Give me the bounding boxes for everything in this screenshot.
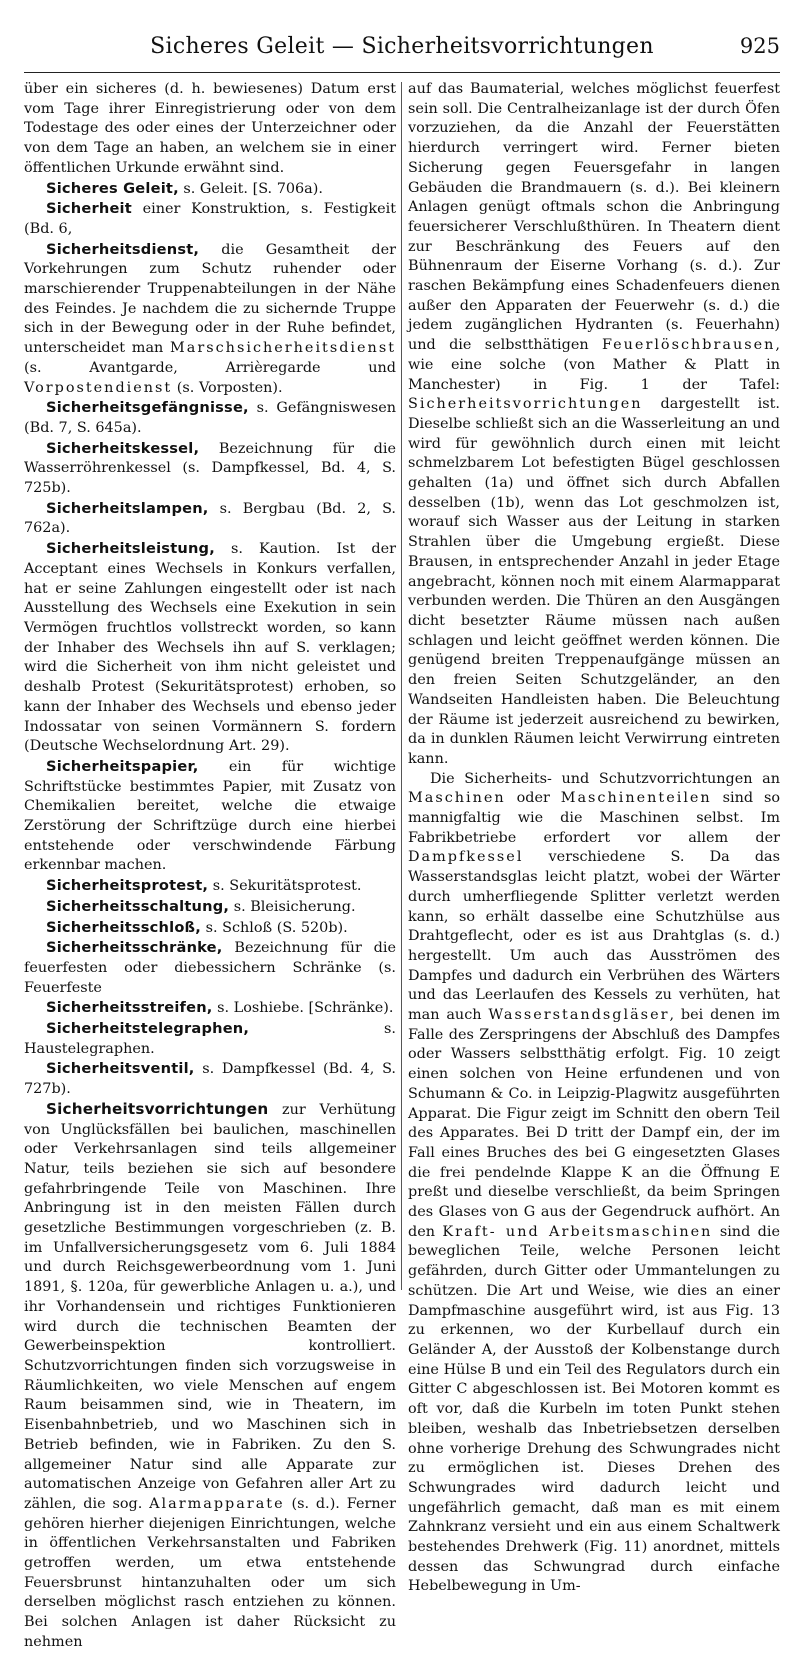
body-text: dargestellt ist. Dieselbe schließt sich an die Wasserleitung an und wird für gewöhnlich durch einen mit leicht schmelzbarem Lot befestigten Bügel geschlossen gehalten (1a) und öffnet sich durch Abfallen desselben (1b), wenn das Lot geschmolzen ist, worauf sich Wasser aus der Leitung in starken Strahlen über die Umgebung ergießt. Diese Brausen, in entsprechender Anzahl in jeder Etage angebracht, können noch mit einem Alarmapparat verbunden werden. Die Thüren an den Ausgängen dicht besetzter Räume müssen nach außen schlagen und leicht geöffnet werden können. Die genügend breiten Treppenaufgänge müssen an den freien Seiten Schutzgeländer, an den Wandseiten Handleisten haben. Die Beleuchtung der Räume ist jederzeit ausreichend zu bewirken, da in dunklen Räumen leicht Verwirrung eintreten kann. (408, 396, 780, 767)
entry-sicheres-geleit (24, 179, 396, 200)
entry-sicherheitslampen (24, 499, 396, 539)
page-number: 925 (739, 34, 780, 58)
entry-sicherheitsleistung (24, 539, 396, 757)
lemma: Sicherheitsschaltung, (46, 897, 230, 915)
entry-sicherheitsschraenke (24, 938, 396, 998)
entry-text: ein für wichtige Schriftstücke bestimmtes Papier, mit Zusatz von Chemikalien bereitet, welche die etwaige Zerstörung der Schriftzüge durch eine hierbei entstehende oder verschwindende Färbung erkennbar machen. (24, 758, 396, 874)
entry-text: Bezeichnung für die Wasserröhrenkessel (s. Dampfkessel, Bd. 4, S. 725b). (24, 440, 396, 497)
lemma: Sicherheitsventil, (46, 1060, 195, 1078)
entry-text: s. Haustelegraphen. (24, 1021, 396, 1057)
body-text: oder (505, 790, 561, 807)
entry-text: s. Geleit. [S. 706a). (178, 180, 323, 197)
body-text: auf das Baumaterial, welches möglichst feuerfest sein soll. Die Centralheizanlage ist der durch Öfen vorzuziehen, da die Anzahl der Feuerstätten hierdurch verringert wird. Ferner bieten Sicherung gegen Feuersgefahr in langen Gebäuden die Brandmauern (s. d.). Bei kleinern Anlagen genügt oftmals schon die Anbringung feuersicherer Verschlußthüren. In Theatern dient zur Beschränkung des Feuers auf den Bühnenraum der Eiserne Vorhang (s. d.). Zur raschen Bekämpfung eines Schadenfeuers dienen außer den Apparaten der Feuerwehr (s. d.) die jedem zugänglichen Hydranten (s. Feuerhahn) und die selbstthätigen (408, 81, 780, 354)
entry-sicherheitsgefaengnisse (24, 398, 396, 438)
column-divider (401, 82, 402, 1290)
running-title: Sicheres Geleit — Sicherheitsvorrichtungen (150, 34, 654, 59)
entry-text: (s. d.). Ferner gehören hierher diejenigen Einrichtungen, welche in öffentlichen Verkehrsanstalten und Fabriken getroffen werden, um etwa entstehende Feuersbrunst hintanzuhalten oder um sich derselben möglichst rasch entziehen zu können. Bei solchen Anlagen ist daher Rücksicht zu nehmen (24, 1495, 397, 1650)
spaced-term: Maschinen (408, 790, 506, 807)
lemma: Sicherheitsprotest, (46, 877, 209, 895)
entry-text: (s. Vorposten). (172, 379, 283, 396)
lemma: Sicherheit (46, 200, 132, 218)
entry-sicherheitsvorrichtungen (24, 1100, 396, 1653)
lemma: Sicherheitskessel, (46, 439, 200, 457)
entry-sicherheitsstreifen (24, 998, 396, 1019)
lemma: Sicherheitstelegraphen, (46, 1020, 250, 1038)
spaced-term: Sicherheitsvorrichtungen (408, 396, 643, 413)
entry-sicherheitsventil (24, 1059, 396, 1099)
body-text: Die Sicherheits- und Schutzvorrichtungen an (430, 770, 780, 787)
spaced-term: Kraft- und Arbeitsmaschinen (442, 1223, 713, 1240)
entry-sicherheitsdienst (24, 240, 396, 399)
entry-sicherheitskessel (24, 439, 396, 499)
paragraph-machine-safety (408, 770, 780, 1598)
lemma: Sicherheitslampen, (46, 499, 209, 517)
spaced-term: Dampfkessel (408, 849, 524, 866)
spaced-term: Alarmapparate (149, 1495, 285, 1512)
lemma: Sicherheitsstreifen, (46, 999, 213, 1017)
entry-text: zur Verhütung von Unglücksfällen bei baulichen, maschinellen oder Verkehrsanlagen sind teils allgemeiner Natur, teils beziehen sie sich auf besondere gefahrbringende Teile von Maschinen. Ihre Anbringung ist in den meisten Fällen durch gesetzliche Bestimmungen vorgeschrieben (z. B. im Unfallversicherungsgesetz vom 6. Juli 1884 und durch Reichsgewerbeordnung vom 1. Juni 1891, §. 120a, für gewerbliche Anlagen u. a.), und ihr Vorhandensein und richtiges Funktionieren wird durch die technischen Beamten der Gewerbeinspektion kontrolliert. Schutzvorrichtungen finden sich vorzugsweise in Räumlichkeiten, wo viele Menschen auf engem Raum beisammen sind, wie in Theatern, im Eisenbahnbetrieb, und wo Maschinen sich in Betrieb befinden, wie in Fabriken. Zu den S. allgemeiner Natur sind alle Apparate zur automatischen Anzeige von Gefahren aller Art zu zählen, die sog. (24, 1101, 396, 1512)
entry-sicherheitsprotest (24, 876, 396, 897)
lemma: Sicherheitsdienst, (46, 240, 200, 258)
lemma: Sicherheitsschränke, (46, 939, 223, 957)
body-text: , wie eine solche (von Mather & Platt in Manchester) in Fig. 1 der Tafel: (408, 337, 780, 393)
spaced-term: Wasserstandsgläser (488, 1007, 670, 1024)
entry-text: s. Sekuritätsprotest. (208, 878, 362, 895)
lemma: Sicherheitsleistung, (46, 540, 215, 558)
continued-text: über ein sicheres (d. h. bewiesenes) Datum erst vom Tage ihrer Einregistrierung oder von dem Todestage des oder eines der Unterzeichner oder von dem Tage an haben, an welchem sie in einer öffentlichen Urkunde erwähnt sind. (24, 81, 396, 176)
lemma: Sicherheitsvorrichtungen (46, 1099, 269, 1118)
spaced-term: Feuerlöschbrausen (601, 337, 776, 354)
header-divider (24, 72, 780, 73)
lemma: Sicherheitsschloß, (46, 918, 201, 936)
paragraph-fire-safety (408, 80, 780, 770)
entry-text: s. Dampfkessel (Bd. 4, S. 727b). (24, 1061, 396, 1098)
spaced-term: Maschinenteilen (560, 790, 712, 807)
lemma: Sicheres Geleit, (46, 179, 179, 197)
entry-text: s. Schloß (S. 520b). (201, 919, 348, 936)
entry-sicherheitsschaltung (24, 897, 396, 918)
left-column (24, 80, 397, 1650)
entry-sicherheit (24, 199, 396, 239)
entry-text: s. Bergbau (Bd. 2, S. 762a). (24, 500, 396, 537)
body-text: verschiedene S. Da das Wasserstandsglas leicht platzt, wobei der Wärter durch umherfliegende Splitter verletzt werden kann, so erhält dasselbe eine Schutzhülse aus Drahtgeflecht, oder es ist aus Drahtglas (s. d.) hergestellt. Um auch das Ausströmen des Dampfes und dadurch ein Verbrühen des Wärters und das Leerlaufen des Kessels zu verhüten, hat man auch (408, 849, 780, 1024)
right-column (408, 80, 781, 1595)
entry-text: (s. Avantgarde, Arrièregarde und (24, 359, 396, 376)
entry-sicherheitspapier (24, 757, 396, 876)
page-header (24, 28, 780, 72)
entry-text: s. Loshiebe. [Schränke). (212, 1000, 394, 1017)
body-text: sind so mannigfaltig wie die Maschinen selbst. Im Fabrikbetriebe erfordert vor allem der (408, 790, 781, 846)
lemma: Sicherheitsgefängnisse, (46, 399, 249, 417)
body-text: , bei denen im Falle des Zerspringens der Abschluß des Dampfes oder Wassers selbstthätig erfolgt. Fig. 10 zeigt einen solchen von Heine erfundenen und von Schumann & Co. in Leipzig-Plagwitz ausgeführten Apparat. Die Figur zeigt im Schnitt den obern Teil des Apparates. Bei D tritt der Dampf ein, der im Fall eines Bruches des bei G eingesetzten Glases die frei pendelnde Klappe K an die Öffnung E preßt und dieselbe verschließt, da beim Springen des Glases von G aus der Gegendruck aufhört. An den (408, 1007, 780, 1240)
entry-text: die Gesamtheit der Vorkehrungen zum Schutz ruhender oder marschierender Truppenabteilungen in der Nähe des Feindes. Je nachdem die zu sichernde Truppe sich in der Bewegung oder in der Ruhe befindet, unterscheidet man (24, 241, 396, 357)
entry-text: einer Konstruktion, s. Festigkeit (Bd. 6, (24, 201, 396, 237)
entry-sicherheitstelegraphen (24, 1019, 396, 1059)
body-text: sind die beweglichen Teile, welche Personen leicht gefährden, durch Gitter oder Ummantelungen zu schützen. Die Art und Weise, wie dies an einer Dampfmaschine ausgeführt wird, ist aus Fig. 13 zu erkennen, wo der Kurbellauf durch ein Geländer A, der Ausstoß der Kolbenstange durch eine Hülse B und ein Teil des Regulators durch ein Gitter C abgeschlossen ist. Bei Motoren kommt es oft vor, daß die Kurbeln im toten Punkt stehen bleiben, weshalb das Inbetriebsetzen derselben ohne vorherige Drehung des Schwungrades nicht zu ermöglichen ist. Dieses Drehen des Schwungrades wird dadurch leicht und ungefährlich gemacht, daß man es mit einem Zahnkranz versieht und ein aus einem Schaltwerk bestehendes Drehwerk (Fig. 11) anordnet, mittels dessen das Schwungrad durch einfache Hebelbewegung in Um- (408, 1223, 780, 1595)
entry-text: s. Bleisicherung. (229, 898, 356, 915)
entry-text: Bezeichnung für die feuerfesten oder diebessichern Schränke (s. Feuerfeste (24, 940, 396, 996)
entry-sicherheitsschloss (24, 918, 396, 939)
entry-text: s. Kaution. Ist der Acceptant eines Wechsels in Konkurs verfallen, hat er seine Zahlungen eingestellt oder ist nach Ausstellung des Wechsels eine Exekution in sein Vermögen fruchtlos vollstreckt worden, so kann der Inhaber des Wechsels ihn auf S. verklagen; wird die Sicherheit von ihm nicht geleistet und deshalb Protest (Sekuritätsprotest) erhoben, so kann der Inhaber des Wechsels und ebenso jeder Indossatar von seinen Vormännern S. fordern (Deutsche Wechselordnung Art. 29). (24, 541, 396, 755)
entry-text: s. Gefängniswesen (Bd. 7, S. 645a). (24, 400, 396, 436)
lemma: Sicherheitspapier, (46, 757, 199, 775)
spaced-term: Vorpostendienst (24, 379, 173, 396)
spaced-term: Marschsicherheitsdienst (170, 340, 396, 357)
